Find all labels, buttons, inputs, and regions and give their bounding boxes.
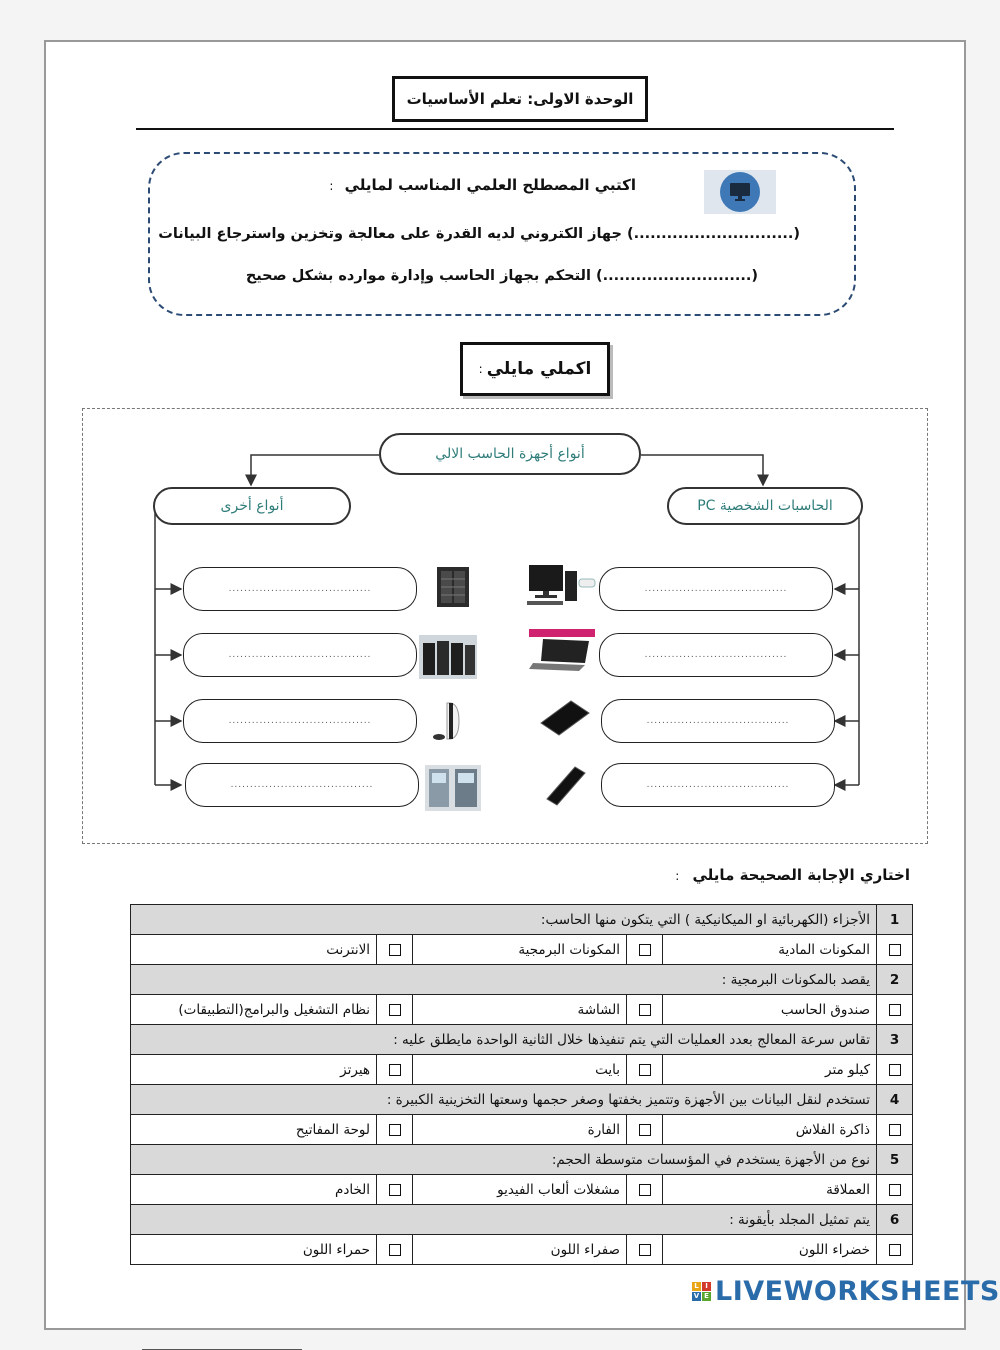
option-checkbox[interactable] bbox=[877, 1235, 913, 1265]
option-checkbox[interactable] bbox=[877, 1055, 913, 1085]
mc-heading bbox=[675, 866, 910, 884]
question-row bbox=[131, 905, 913, 935]
answer-pc-3[interactable]: ..................................... bbox=[601, 699, 835, 743]
checkbox-square[interactable] bbox=[889, 944, 901, 956]
option-label: صفراء اللون bbox=[413, 1235, 627, 1265]
atm-machine-picture bbox=[425, 765, 481, 811]
question-text: تستخدم لنقل البيانات بين الأجهزة وتتميز بخفتها وصغر حجمها وسعتها التخزينية الكبيرة : bbox=[131, 1085, 877, 1115]
question-text: الأجزاء (الكهربائية او الميكانيكية ) التي يتكون منها الحاسب: bbox=[131, 905, 877, 935]
computer-types-diagram bbox=[82, 408, 928, 844]
watermark-logo-grid bbox=[692, 1282, 711, 1301]
checkbox-square[interactable] bbox=[389, 944, 401, 956]
liveworksheets-watermark bbox=[692, 1276, 1000, 1307]
question-number: 3 bbox=[877, 1025, 913, 1055]
mc-heading-text: اختاري الإجابة الصحيحة مايلي bbox=[692, 866, 910, 884]
question-number: 4 bbox=[877, 1085, 913, 1115]
checkbox-square[interactable] bbox=[639, 1124, 651, 1136]
question-text: نوع من الأجهزة يستخدم في المؤسسات متوسطة الحجم: bbox=[131, 1145, 877, 1175]
desktop-computer-picture bbox=[523, 563, 597, 607]
option-label: الفارة bbox=[413, 1115, 627, 1145]
server-cabinet-picture bbox=[435, 565, 471, 609]
question-number: 6 bbox=[877, 1205, 913, 1235]
answer-other-4[interactable]: ..................................... bbox=[185, 763, 419, 807]
option-label: المكونات المادية bbox=[663, 935, 877, 965]
option-checkbox[interactable] bbox=[627, 1235, 663, 1265]
checkbox-square[interactable] bbox=[389, 1064, 401, 1076]
laptop-picture bbox=[529, 629, 595, 671]
game-console-picture bbox=[431, 699, 471, 743]
complete-title bbox=[460, 342, 610, 396]
title-divider bbox=[136, 128, 894, 130]
question-text: تقاس سرعة المعالج بعدد العمليات التي يتم تنفيذها خلال الثانية الواحدة مايطلق عليه : bbox=[131, 1025, 877, 1055]
option-checkbox[interactable] bbox=[627, 1055, 663, 1085]
watermark-cell: V bbox=[693, 1292, 700, 1300]
option-checkbox[interactable] bbox=[627, 995, 663, 1025]
unit-title: الوحدة الاولى: تعلم الأساسيات bbox=[392, 76, 648, 122]
checkbox-square[interactable] bbox=[639, 1244, 651, 1256]
question-text: يتم تمثيل المجلد بأيقونة : bbox=[131, 1205, 877, 1235]
checkbox-square[interactable] bbox=[889, 1064, 901, 1076]
watermark-cell: I bbox=[702, 1282, 711, 1291]
monitor-icon bbox=[704, 170, 776, 214]
option-label: ذاكرة الفلاش bbox=[663, 1115, 877, 1145]
terms-heading bbox=[329, 176, 636, 194]
question-number: 5 bbox=[877, 1145, 913, 1175]
answer-other-2[interactable]: ..................................... bbox=[183, 633, 417, 677]
options-row bbox=[131, 935, 913, 965]
diagram-root: أنواع أجهزة الحاسب الالي bbox=[379, 433, 641, 475]
option-label: صندوق الحاسب bbox=[663, 995, 877, 1025]
watermark-text: LIVEWORKSHEETS bbox=[715, 1276, 1000, 1307]
question-row bbox=[131, 1205, 913, 1235]
checkbox-square[interactable] bbox=[389, 1244, 401, 1256]
checkbox-square[interactable] bbox=[639, 1064, 651, 1076]
mc-heading-colon: : bbox=[675, 869, 680, 883]
option-checkbox[interactable] bbox=[877, 935, 913, 965]
option-checkbox[interactable] bbox=[877, 1115, 913, 1145]
checkbox-square[interactable] bbox=[639, 1184, 651, 1196]
question-number: 1 bbox=[877, 905, 913, 935]
options-row bbox=[131, 995, 913, 1025]
checkbox-square[interactable] bbox=[639, 1004, 651, 1016]
checkbox-square[interactable] bbox=[889, 1124, 901, 1136]
option-checkbox[interactable] bbox=[377, 1235, 413, 1265]
option-label: المكونات البرمجية bbox=[413, 935, 627, 965]
complete-title-colon: : bbox=[478, 362, 483, 376]
option-label: هيرتز bbox=[131, 1055, 377, 1085]
option-label: بايت bbox=[413, 1055, 627, 1085]
options-row bbox=[131, 1175, 913, 1205]
question-row bbox=[131, 1085, 913, 1115]
question-number: 2 bbox=[877, 965, 913, 995]
options-row bbox=[131, 1115, 913, 1145]
option-checkbox[interactable] bbox=[627, 1115, 663, 1145]
option-checkbox[interactable] bbox=[877, 1175, 913, 1205]
option-label: لوحة المفاتيح bbox=[131, 1115, 377, 1145]
option-label: حمراء اللون bbox=[131, 1235, 377, 1265]
worksheet-page bbox=[44, 40, 966, 1330]
watermark-cell: L bbox=[692, 1282, 701, 1291]
option-checkbox[interactable] bbox=[627, 1175, 663, 1205]
complete-title-text: اكملي مايلي bbox=[486, 359, 592, 379]
checkbox-square[interactable] bbox=[639, 944, 651, 956]
answer-other-1[interactable]: ..................................... bbox=[183, 567, 417, 611]
checkbox-square[interactable] bbox=[389, 1124, 401, 1136]
watermark-cell: E bbox=[702, 1292, 711, 1301]
answer-pc-1[interactable]: ..................................... bbox=[599, 567, 833, 611]
option-checkbox[interactable] bbox=[377, 995, 413, 1025]
smartphone-picture bbox=[541, 763, 589, 809]
option-label: العملاقة bbox=[663, 1175, 877, 1205]
checkbox-square[interactable] bbox=[389, 1184, 401, 1196]
option-checkbox[interactable] bbox=[377, 935, 413, 965]
branch-other-types: أنواع أخرى bbox=[153, 487, 351, 525]
mc-table bbox=[130, 904, 913, 1265]
terms-heading-colon: : bbox=[329, 179, 334, 193]
terms-section bbox=[148, 152, 856, 316]
checkbox-square[interactable] bbox=[889, 1244, 901, 1256]
answer-pc-4[interactable]: ..................................... bbox=[601, 763, 835, 807]
term-line-2[interactable]: (...........................) التحكم بجهاز الحاسب وإدارة موارده بشكل صحيح bbox=[245, 268, 758, 284]
branch-personal-computers: الحاسبات الشخصية PC bbox=[667, 487, 863, 525]
option-checkbox[interactable] bbox=[377, 1115, 413, 1145]
option-label: الشاشة bbox=[413, 995, 627, 1025]
term-line-1[interactable]: (.............................) جهاز الكتروني لديه القدرة على معالجة وتخزين واسترجاع البيانات bbox=[158, 226, 800, 242]
option-label: الخادم bbox=[131, 1175, 377, 1205]
terms-heading-text: اكتبي المصطلح العلمي المناسب لمايلي bbox=[344, 176, 636, 194]
checkbox-square[interactable] bbox=[889, 1004, 901, 1016]
option-label: نظام التشغيل والبرامج(التطبيقات) bbox=[131, 995, 377, 1025]
option-label: خضراء اللون bbox=[663, 1235, 877, 1265]
option-checkbox[interactable] bbox=[377, 1175, 413, 1205]
tablet-picture bbox=[537, 697, 593, 737]
question-row bbox=[131, 1145, 913, 1175]
checkbox-square[interactable] bbox=[889, 1184, 901, 1196]
checkbox-square[interactable] bbox=[389, 1004, 401, 1016]
options-row bbox=[131, 1055, 913, 1085]
answer-other-3[interactable]: ..................................... bbox=[183, 699, 417, 743]
option-label: الانترنت bbox=[131, 935, 377, 965]
option-label: مشغلات ألعاب الفيديو bbox=[413, 1175, 627, 1205]
answer-pc-2[interactable]: ..................................... bbox=[599, 633, 833, 677]
options-row bbox=[131, 1235, 913, 1265]
question-row bbox=[131, 1025, 913, 1055]
option-label: كيلو متر bbox=[663, 1055, 877, 1085]
option-checkbox[interactable] bbox=[377, 1055, 413, 1085]
supercomputer-picture bbox=[419, 635, 477, 679]
question-row bbox=[131, 965, 913, 995]
question-text: يقصد بالمكونات البرمجية : bbox=[131, 965, 877, 995]
option-checkbox[interactable] bbox=[627, 935, 663, 965]
option-checkbox[interactable] bbox=[877, 995, 913, 1025]
